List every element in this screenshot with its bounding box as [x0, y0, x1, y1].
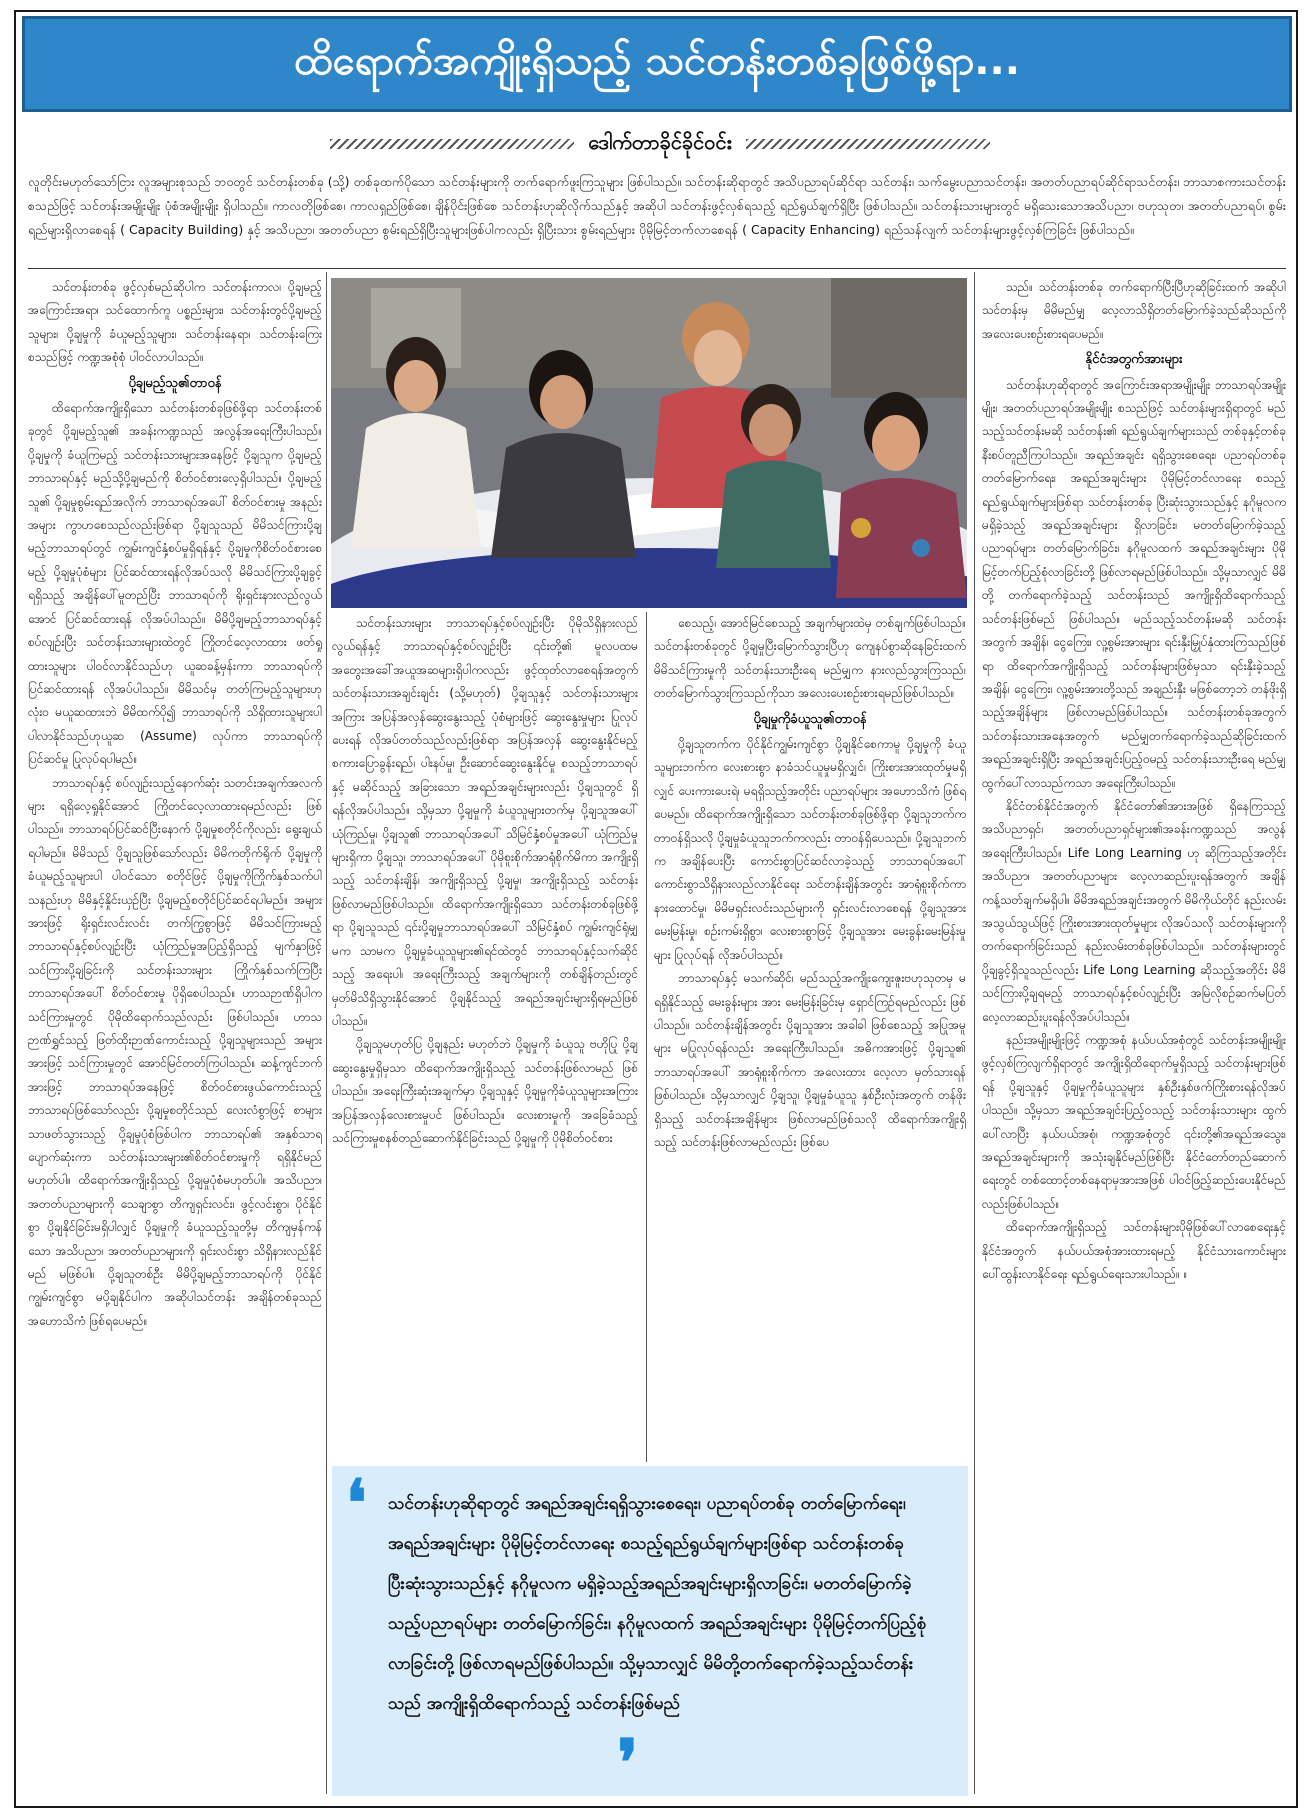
- col4-paragraph-5: ထိရောက်အကျိုးရှိသည့် သင်တန်းများပိုမိုဖြစ်ပေါ်လာစေရေးနှင့် နိုင်ငံအတွက် နယ်ပယ်အစုံအားထားရမည့် နိုင်ငံသားကောင်းများ ပေါ်ထွန်းလာနိုင်ရေး ရည်ရွယ်ရေးသားပါသည်။ ။: [982, 1220, 1286, 1282]
- col3-paragraph-3: ဘာသာရပ်နှင့် မသက်ဆိုင်၊ မည်သည့်အကျိုးကျေးဇူးဗဟုသုတမှ မရရှိနိုင်သည့် မေးခွန်းများ အား မေးမြန်းခြင်းမှ ရှောင်ကြဉ်ရမည်လည်း ဖြစ်ပါသည်။ သင်တန်းချိန်အတွင်း ပို့ချသူအား အခါခါ ဖြစ်စေသည့် အပြုအမူများ မပြုလုပ်ရန်လည်း အရေးကြီးပါသည်။ အဓိကအားဖြင့် ပို့ချသူ၏ ဘာသာရပ်အပေါ် အာရုံစူးစိုက်ကာ အလေးထား လေ့လာ မှတ်သားရန် ဖြစ်ပါသည်။ သို့မှသာလျှင် ပို့ချသူ၊ ပို့ချမှုခံယူသူ နှစ်ဦးလုံးအတွက် တန်ဖိုးရှိသည့် သင်တန်းအချိန်များ ဖြစ်လာမည်ဖြစ်သလို ထိရောက်အကျိုးရှိသည့် သင်တန်းဖြစ်လာမည်လည်း ဖြစ်ပေ: [654, 971, 966, 1149]
- col4-paragraph-1: သည်။ သင်တန်းတစ်ခု တက်ရောက်ပြီးပြီဟုဆိုခြင်းထက် အဆိုပါသင်တန်းမှ မိမိမည်မျှ လေ့လာသိရှိတတ်မြောက်ခဲ့သည်ဆိုသည်ကို အလေးပေးစဉ်းစားရပေမည်။: [982, 280, 1286, 341]
- col4-paragraph-2: သင်တန်းဟုဆိုရာတွင် အကြောင်းအရာအမျိုးမျိုး ဘာသာရပ်အမျိုးမျိုး၊ အတတ်ပညာရပ်အမျိုးမျိုး စသည်ဖြင့် သင်တန်းများရှိရာတွင် မည်သည့်သင်တန်းမဆို သင်တန်း၏ ရည်ရွယ်ချက်များသည် တစ်ခုနှင့်တစ်ခု နီးစပ်တူညီကြပါသည်။ အရည်အချင်း ရရှိသွားစေရေး၊ ပညာရပ်တစ်ခု တတ်မြောက်ရေး၊ အရည်အချင်းများ ပိုမိုမြင့်တင်လာရေး စသည့် ရည်ရွယ်ချက်များဖြစ်ရာ သင်တန်းတစ်ခု ပြီးဆုံးသွားသည်နှင့် နဂိုမူလက မရှိခဲ့သည့် အရည်အချင်းများ ရှိလာခြင်း၊ မတတ်မြောက်ခဲ့သည့် ပညာရပ်များ တတ်မြောက်ခြင်း၊ နဂိုမူလထက် အရည်အချင်းများ ပိုမိုမြင့်တက်ပြည့်စုံလာခြင်းတို့ ဖြစ်လာရမည်ဖြစ်ပါသည်။ သို့မှသာလျှင် မိမိတို့ တက်ရောက်ခဲ့သည့် သင်တန်းသည် အကျိုးရှိထိရောက်သည့် သင်တန်းဖြစ်မည် ဖြစ်ပါသည်။ မည်သည့်သင်တန်းမဆို သင်တန်းအတွက် အချိန်၊ ငွေကြေး၊ လူ့စွမ်းအားများ ရင်းနှီးမြှုပ်နှံထားကြသည်ဖြစ်ရာ ထိရောက်အကျိုးရှိသည့် သင်တန်းများဖြစ်မှသာ ရင်းနှီးခဲ့သည့် အချိန်၊ ငွေကြေး၊ လူ့စွမ်းအားတို့သည် အချည်းနှီး မဖြစ်တော့ဘဲ တန်ဖိုးရှိသည့်အချိန်များ ဖြစ်လာမည်ဖြစ်ပါသည်။ သင်တန်းတစ်ခုအတွက် သင်တန်းသားအနေအတွက် မည်မျှတက်ရောက်ခဲ့သည်ဆိုခြင်းထက် အရည်အချင်းရှိပြီး အရည်အချင်းပြည့်ဝမည့် သင်တန်းသားဦးရေ မည်မျှထွက်ပေါ်လာသည်ကသာ အရေးကြီးပါသည်။: [982, 377, 1286, 790]
- col1-subheading: ပို့ချမည့်သူ၏တာဝန်: [128, 375, 222, 391]
- article-column-2: [332, 612, 638, 1462]
- article-column-4: [982, 276, 1286, 1796]
- article-column-1: [28, 276, 322, 1796]
- close-quote-icon: ❜: [617, 1726, 638, 1796]
- col1-paragraph-3: ဘာသာရပ်နှင့် စပ်လျဉ်းသည့်နောက်ဆုံး သတင်းအချက်အလက်များ ရရှိလေ့ရှုနိုင်အောင် ကြိုတင်လေ့လာထားရမည်လည်း ဖြစ်ပါသည်။ ဘာသာရပ်ပြင်ဆင်ပြီးနောက် ပို့ချမှုစတိုင်ကိုလည်း ရွေးချယ်ရပါမည်။ မိမိသည် ပို့ချသူဖြစ်သော်လည်း မိမိကတိုက်ရိုက် ပို့ချမှုကိုခံယူမည့်သူများပါ ပါဝင်သော စတိုင်ဖြင့် ပို့ချမှုကိုကြိုက်နှစ်သက်ပါသနည်းဟု မိမိနှင့်နှိုင်းယှဉ်ပြီး ပို့ချမည့်စတိုင်ပြင်ဆင်ရပါမည်။ အများအားဖြင့် ရိုးရှင်းလင်းလင်း တက်ကြွစွာဖြင့် မိမိသင်ကြားမည့် ဘာသာရပ်နှင့်စပ်လျဉ်းပြီး ယုံကြည်မှုအပြည့်ရှိသည့် မျက်နှာဖြင့် သင်ကြားပို့ချခြင်းကို သင်တန်းသားများ ကြိုက်နှစ်သက်ကြပြီး ဘာသာရပ်အပေါ် စိတ်ဝင်စားမှု ပိုရှိစေပါသည်။ ဟာသဉာဏ်ရှိပါက သင်ကြားမှုတွင် ပိုမိုထိရောက်သည်လည်း ဖြစ်ပါသည်။ ဟာသဉာဏ်ရွှင်သည့် ဖြတ်ထိုးဉာဏ်ကောင်းသည့် ပို့ချသူများသည် အများအားဖြင့် သင်ကြားမှုတွင် အောင်မြင်တတ်ကြပါသည်။ ဆန့်ကျင်ဘက်အားဖြင့် ဘာသာရပ်အနေဖြင့် စိတ်ဝင်စားဖွယ်ကောင်းသည့် ဘာသာရပ်ဖြစ်သော်လည်း ပို့ချမှုစတိုင်သည် လေးလံစွာဖြင့် စာများသာဖတ်သွားသည့် ပို့ချမှုပုံစံဖြစ်ပါက ဘာသာရပ်၏ အနှစ်သာရ ပျောက်ဆုံးကာ သင်တန်းသားများ၏စိတ်ဝင်စားမှုကို ရရှိနိုင်မည် မဟုတ်ပါ။ ထိရောက်အကျိုးရှိသည့် ပို့ချမှုပုံစံမဟုတ်ပါ။ အသိပညာ၊ အတတ်ပညာများကို သေချာစွာ တိကျရှင်းလင်း၊ ဖွင့်လင်းစွာ၊ ပိုင်နိုင်စွာ ပို့ချနိုင်ခြင်းမရှိပါလျှင် ပို့ချမှုကို ခံယူသည့်သူတို့မှ တိကျမှန်ကန်သော အသိပညာ၊ အတတ်ပညာများကို ရှင်းလင်းစွာ သိရှိနားလည်နိုင်မည် မဖြစ်ပါ။ ပို့ချသူတစ်ဦး မိမိပို့ချမည့်ဘာသာရပ်ကို ပိုင်နိုင်ကျွမ်းကျင်စွာ မပို့ချနိုင်ပါက အဆိုပါသင်တန်း အချိန်တစ်ခုသည် အဟောသိကံ ဖြစ်ရပေမည်။: [28, 775, 322, 1328]
- col3-paragraph-1: စေသည့်၊ အောင်မြင်စေသည့် အချက်များထဲမှ တစ်ချက်ဖြစ်ပါသည်။ သင်တန်းတစ်ခုတွင် ပို့ချမှုပြီးမြောက်သွားပြီဟု ကျေနပ်စွာဆိုနေခြင်းထက် မိမိသင်ကြားမှုကို သင်တန်းသားဦးရေ မည်မျှက နားလည်သွားကြသည်၊ တတ်မြောက်သွားကြသည်ကိုသာ အလေးပေးစဉ်းစားရမည်ဖြစ်ပါသည်။: [654, 616, 966, 701]
- article-column-3: [654, 612, 966, 1462]
- intro-paragraph: လူတိုင်းမဟုတ်သော်ငြား လူအများစုသည် ဘဝတွင် သင်တန်းတစ်ခု (သို့) တစ်ခုထက်ပိုသော သင်တန်းများကို တက်ရောက်ဖူးကြသူများ ဖြစ်ပါသည်။ သင်တန်းဆိုရာတွင် အသိပညာရပ်ဆိုင်ရာ သင်တန်း၊ သက်မွေးပညာသင်တန်း၊ အတတ်ပညာရပ်ဆိုင်ရာသင်တန်း၊ ဘာသာစကားသင်တန်း စသည်ဖြင့် သင်တန်းအမျိုးမျိုး ပုံစံအမျိုးမျိုး ရှိပါသည်။ ကာလတိုဖြစ်စေ၊ ကာလရှည်ဖြစ်စေ၊ ချိန်ပိုင်းဖြစ်စေ သင်တန်းဟုဆိုလိုက်သည်နှင့် အဆိုပါ သင်တန်းဖွင့်လှစ်ရသည့် ရည်ရွယ်ချက်ရှိပြီး ဖြစ်ပါသည်။ သင်တန်းသားများတွင် မရှိသေးသောအသိပညာ၊ ဗဟုသုတ၊ အတတ်ပညာရပ်၊ စွမ်းရည်များရှိလာစေရန် ( Capacity Building) နှင့် အသိပညာ၊ အတတ်ပညာ စွမ်းရည်ရှိပြီးသူများဖြစ်ပါကလည်း ရှိပြီးသား စွမ်းရည်များ ပိုမိုမြင့်တက်လာစေရန် ( Capacity Enhancing) ရည်သန်လျက် သင်တန်းများဖွင့်လှစ်ကြခြင်း ဖြစ်ပါသည်။: [28, 174, 1286, 237]
- classroom-photo-illustration: [331, 278, 967, 608]
- column-divider-2: [646, 612, 647, 1462]
- col4-paragraph-3: နိုင်ငံတစ်နိုင်ငံအတွက် နိုင်ငံတော်၏အားအဖြစ် ရှိနေကြသည့် အသိပညာရှင်၊ အတတ်ပညာရှင်များ၏အခန်းကဏ္ဍသည် အလွန်အရေးကြီးပါသည်။ Life Long Learning ဟု ဆိုကြသည့်အတိုင်း အသိပညာ၊ အတတ်ပညာများ လေ့လာဆည်းပူးရန်အတွက် အချိန်ကန့်သတ်ချက်မရှိပါ။ မိမိအရည်အချင်းအတွက် မိမိကိုယ်တိုင် နည်းလမ်းအသွယ်သွယ်ဖြင့် ကြိုးစားအားထုတ်မှုများ လိုအပ်သလို သင်တန်းများကို တက်ရောက်ခြင်းသည် နည်းလမ်းတစ်ခုဖြစ်ပါသည်။ သင်တန်းများတွင် ပို့ချခွင့်ရှိသူသည်လည်း Life Long Learning ဆိုသည့်အတိုင်း မိမိသင်ကြားပို့ချရမည့် ဘာသာရပ်နှင့်စပ်လျဉ်းပြီး အမြဲလိုစဉ်ဆက်မပြတ် လေ့လာဆည်းပူးရန်လိုအပ်ပါသည်။: [982, 798, 1286, 1024]
- col1-paragraph-2: ထိရောက်အကျိုးရှိသော သင်တန်းတစ်ခုဖြစ်ဖို့ရာ သင်တန်းတစ်ခုတွင် ပို့ချမည့်သူ၏ အခန်းကဏ္ဍသည် အလွန်အရေးကြီးပါသည်။ ပို့ချမှုကို ခံယူကြမည့် သင်တန်းသားများအနေဖြင့် ပို့ချသူက ပို့ချမည့် ဘာသာရပ်နှင့် မည်သို့ပို့ချမည်ကို စိတ်ဝင်စားလေ့ရှိပါသည်။ ပို့ချမည့်သူ၏ ပို့ချမှုစွမ်းရည်အလိုက် ဘာသာရပ်အပေါ် စိတ်ဝင်စားမှု အနည်းအများ ကွာဟစေသည်လည်းဖြစ်ရာ ပို့ချသူသည် မိမိသင်ကြားပို့ချမည့်ဘာသာရပ်တွင် ကျွမ်းကျင်နှံ့စပ်မှုရှိရန်နှင့် ပို့ချမှုကိုစိတ်ဝင်စားစေမည့် ပို့ချမှုပုံစံများ ပြင်ဆင်ထားရန်လိုအပ်သလို မိမိသင်ကြားပို့ချခွင့်ရရှိသည့် အချိန်ပေါ်မူတည်ပြီး ဘာသာရပ်ကို ရိုးရှင်းနားလည်လွယ်အောင် ပြင်ဆင်ထားရန် လိုအပ်ပါသည်။ မိမိပို့ချမည့်ဘာသာရပ်နှင့် စပ်လျဉ်းပြီး သင်တန်းသားများထဲတွင် ကြိုတင်လေ့လာထား ဖတ်ရှုထားသူများ ပါဝင်လာနိုင်သည်ဟု ယူဆခန့်မှန်းကာ ဘာသာရပ်ကိုပြင်ဆင်ထားရန် လိုအပ်ပါသည်။ မိမိသင်မှ တတ်ကြမည့်သူများဟု လုံးဝ မယူဆထားဘဲ မိမိထက်ပို၍ ဘာသာရပ်ကို သိရှိထားသူများပါ ပါလာနိုင်သည်ဟုယူဆ (Assume) လုပ်ကာ ဘာသာရပ်ကို ပြင်ဆင်မှု ပြုလုပ်ရပါမည်။: [28, 401, 322, 767]
- col4-subheading: နိုင်ငံအတွက်အားများ: [1085, 352, 1183, 368]
- open-quote-icon: ❛: [346, 1466, 367, 1541]
- training-photo: [331, 278, 967, 608]
- col3-subheading: ပို့ချမှုကိုခံယူသူ၏တာဝန်: [753, 711, 867, 727]
- col3-paragraph-2: ပို့ချသူတက်က ပိုင်နိုင်ကျွမ်းကျင်စွာ ပို့ချနိုင်စေကာမူ ပို့ချမှုကို ခံယူသူများဘက်က လေးစားစွာ နာခံသင်ယူမှုမရှိလျှင်၊ ကြိုးစားအားထုတ်မှုမရှိလျှင် ပေးကားပေးရဲ၊ မရရှိသည့်အတိုင်း ပညာရပ်များ အဟောသိကံ ဖြစ်ရပေမည်။ ထိရောက်အကျိုးရှိသော သင်တန်းတစ်ခုဖြစ်ဖို့ရာ ပို့ချသူဘက်က တာဝန်ရှိသလို ပို့ချမှုခံယူသူဘက်ကလည်း တာဝန်ရှိပေသည်။ ပို့ချသူဘက်က အချိန်ပေးပြီး ကောင်းစွာပြင်ဆင်လာခဲ့သည့် ဘာသာရပ်အပေါ် ကောင်းစွာသိရှိနားလည်လာနိုင်ရေး သင်တန်းချိန်အတွင်း အာရုံစူးစိုက်ကာ နားထောင်မှု၊ မိမိမရှင်းလင်းသည်များကို ရှင်းလင်းလာစေရန် ပို့ချသူအား မေးမြန်းမှု၊ စဉ်းကမ်းရှိစွာ၊ လေးစားစွာဖြင့် ပို့ချသူအား မေးခွန်းမေးမြန်းမှုများ ပြုလုပ်ရန် လိုအပ်ပါသည်။: [654, 737, 966, 962]
- author-byline: ဒေါက်တာခိုင်ခိုင်ဝင်း: [588, 130, 732, 154]
- pull-quote-box: [332, 1466, 968, 1796]
- pull-quote-text: သင်တန်းဟုဆိုရာတွင် အရည်အချင်းရရှိသွားစေရေး၊ ပညာရပ်တစ်ခု တတ်မြောက်ရေး၊ အရည်အချင်းများ ပိုမိုမြင့်တင်လာရေး စသည့်ရည်ရွယ်ချက်များဖြစ်ရာ သင်တန်းတစ်ခုပြီးဆုံးသွားသည်နှင့် နဂိုမူလက မရှိခဲ့သည့်အရည်အချင်းများရှိလာခြင်း၊ မတတ်မြောက်ခဲ့သည့်ပညာရပ်များ တတ်မြောက်ခြင်း၊ နဂိုမူလထက် အရည်အချင်းများ ပိုမိုမြင့်တက်ပြည့်စုံလာခြင်းတို့ ဖြစ်လာရမည်ဖြစ်ပါသည်။ သို့မှသာလျှင် မိမိတို့တက်ရောက်ခဲ့သည့်သင်တန်းသည် အကျိုးရှိထိရောက်သည့် သင်တန်းဖြစ်မည်: [388, 1494, 927, 1714]
- byline-hatch-left: [330, 139, 574, 149]
- col2-paragraph-1: သင်တန်းသားများ ဘာသာရပ်နှင့်စပ်လျဉ်းပြီး ပိုမိုသိရှိနားလည်လွယ်ရန်နှင့် ဘာသာရပ်နှင့်စပ်လျဉ်းပြီး ၎င်းတို့၏ မူလပထမအတွေးအခေါ်အယူအဆများရှိပါကလည်း ဖွင့်ထုတ်လာစေရန်အတွက် သင်တန်းသားအချင်းချင်း (သို့မဟုတ်) ပို့ချသူနှင့် သင်တန်းသားများအကြား အပြန်အလှန်ဆွေးနွေးသည့် ပုံစံများဖြင့် ဆွေးနွေးမှုများ ပြုလုပ်ပေးရန် လိုအပ်တတ်သည်လည်းဖြစ်ရာ အပြန်အလှန် ဆွေးနွေးနိုင်မည့် စကားပြောခွန်းရည်၊ ပါးနပ်မှု၊ ဦးဆောင်ဆွေးနွေးနိုင်မှု စသည့်ဘာသာရပ်နှင့် မဆိုင်သည့် အခြားသော အရည်အချင်းများလည်း ပို့ချသူတွင် ရှိရန်လိုအပ်ပါသည်။ သို့မှသာ ပို့ချမှုကို ခံယူသူများတက်မှ ပို့ချသူအပေါ် ယုံကြည်မှု၊ ပို့ချသူ၏ ဘာသာရပ်အပေါ် သိမြင်နှံ့စပ်မှုအပေါ် ယုံကြည်မှုများရှိကာ ပို့ချသူ၊ ဘာသာရပ်အပေါ် ပိုမိုစူးစိုက်အာရုံစိုက်မိကာ အကျိုးရှိသည့် သင်တန်းချိန်၊ အကျိုးရှိသည့် ပို့ချမှု၊ အကျိုးရှိသည့် သင်တန်းဖြစ်လာမည်ဖြစ်ပါသည်။ ထိရောက်အကျိုးရှိသော သင်တန်းတစ်ခုဖြစ်ဖို့ရာ ပို့ချသူသည် ၎င်းပို့ချမှုဘာသာရပ်အပေါ် သိမြင်နှံ့စပ် ကျွမ်းကျင်ရုံမျှမက သာမက ပို့ချမှုခံယူသူများ၏ရင်ထဲတွင် ဘာသာရပ်နှင့်သက်ဆိုင်သည့် အရေးပါ၊ အရေးကြီးသည့် အချက်များကို တစ်ချိန်တည်းတွင် မှတ်မိသိရှိသွားနိုင်အောင် ပို့ချနိုင်သည့် အရည်အချင်းများရှိရမည်ဖြစ်ပါသည်။: [332, 616, 638, 1028]
- byline-hatch-right: [746, 139, 990, 149]
- intro-divider: [28, 268, 1286, 269]
- headline-banner: [22, 16, 1292, 112]
- column-divider-1: [326, 272, 327, 1794]
- col4-paragraph-4: နည်းအမျိုးမျိုးဖြင့် ကဏ္ဍအစုံ နယ်ပယ်အစုံတွင် သင်တန်းအမျိုးမျိုး ဖွင့်လှစ်ကြလျက်ရှိရာတွင် အကျိုးရှိထိရောက်မှုရှိသည့် သင်တန်းများဖြစ်ရန် ပို့ချသူနှင့် ပို့ချမှုကိုခံယူသူများ နှစ်ဦးနှစ်ဖက်ကြိုးစားရန်လိုအပ်ပါသည်။ သို့မှသာ အရည်အချင်းပြည့်ဝသည့် သင်တန်းသားများ ထွက်ပေါ်လာပြီး နယ်ပယ်အစုံ၊ ကဏ္ဍအစုံတွင် ၎င်းတို့၏အရည်အသွေး၊ အရည်အချင်းများကို အသုံးချနိုင်မည်ဖြစ်ပြီး နိုင်ငံတော်တည်ဆောက်ရေးတွင် တစ်ထောင့်တစ်နေရာမှအားအဖြစ် ပါဝင်ဖြည့်ဆည်းပေးနိုင်မည် လည်းဖြစ်ပါသည်။: [982, 1033, 1286, 1211]
- headline-title: ထိရောက်အကျိုးရှိသည့် သင်တန်းတစ်ခုဖြစ်ဖို့ရာ...: [294, 37, 1020, 84]
- col2-paragraph-2: ပို့ချသူမဟုတ်ပြ ပို့ချနည်း မဟုတ်ဘဲ ပို့ချမှုကို ခံယူသူ ဗဟိုပြု ပို့ချဆွေးနွေးမှုရှိမှသာ ထိရောက်အကျိုးရှိသည့် သင်တန်းဖြစ်လာမည် ဖြစ်ပါသည်။ အရေးကြီးဆုံးအချက်မှာ ပို့ချသူနှင့် ပို့ချမှုကိုခံယူသူများအကြား အပြန်အလှန်လေးစားမှုပင် ဖြစ်ပါသည်။ လေးစားမှုကို အခြေခံသည့် သင်ကြားမှုစနစ်တည်ဆောက်နိုင်ခြင်းသည် ပို့ချမှုကို ပိုမိုစိတ်ဝင်စား: [332, 1037, 638, 1145]
- column-divider-3: [974, 272, 975, 1794]
- byline-row: [330, 126, 990, 162]
- col1-paragraph-1: သင်တန်းတစ်ခု ဖွင့်လှစ်မည်ဆိုပါက သင်တန်းကာလ၊ ပို့ချမည့်အကြောင်းအရာ၊ သင်ထောက်ကူ ပစ္စည်းများ၊ သင်တန်းတွင်ပို့ချမည့်သူများ၊ ပို့ချမှုကို ခံယူမည့်သူများ၊ သင်တန်းနေရာ၊ သင်တန်းကြေး စသည်ဖြင့် ကဏ္ဍအစုံစုံ ပါဝင်လာပါသည်။: [28, 280, 322, 365]
